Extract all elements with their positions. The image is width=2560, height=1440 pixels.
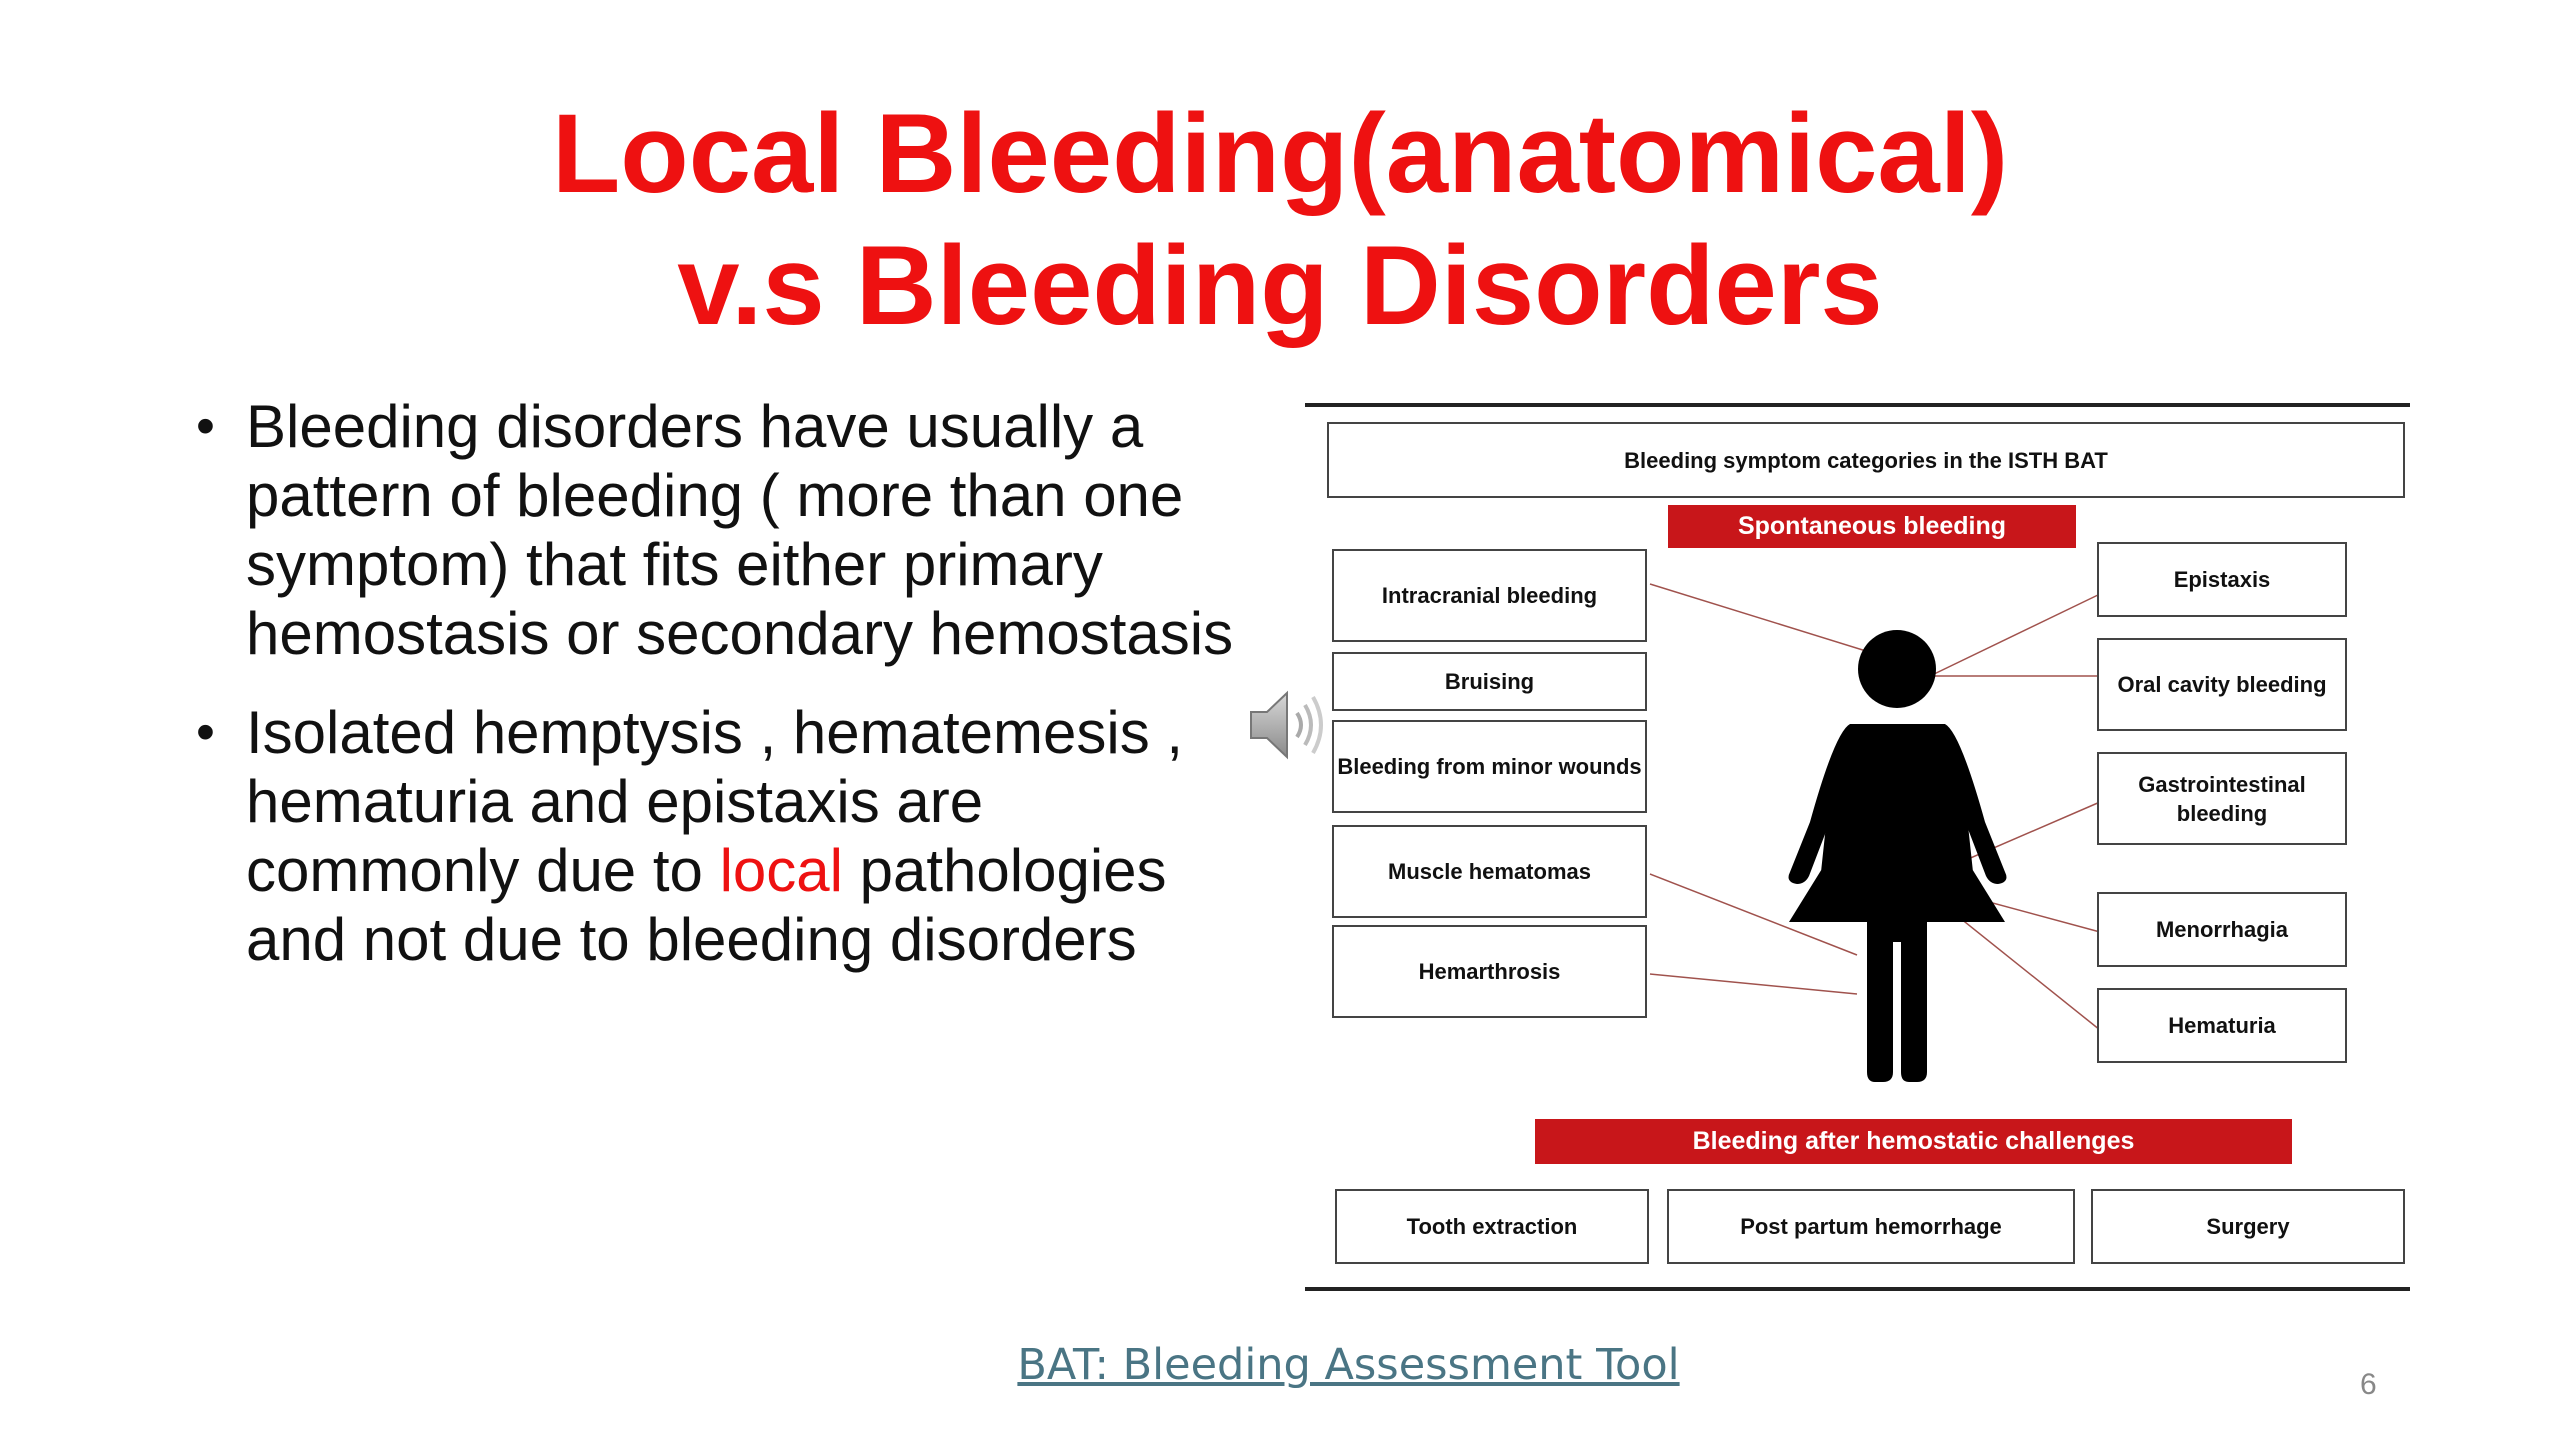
title-line-1: Local Bleeding(anatomical) <box>551 91 2009 216</box>
right-item-box: Menorrhagia <box>2097 892 2347 967</box>
right-item-box: Gastrointestinal bleeding <box>2097 752 2347 845</box>
left-item-box: Muscle hematomas <box>1332 825 1647 918</box>
bullet-marker: • <box>196 702 215 762</box>
bullet-list <box>190 392 1270 1004</box>
bullet-item <box>190 392 1270 668</box>
bottom-item-box: Surgery <box>2091 1189 2405 1264</box>
bat-footnote-link[interactable]: BAT: Bleeding Assessment Tool <box>1017 1340 1680 1390</box>
right-item-box: Epistaxis <box>2097 542 2347 617</box>
left-item-box: Intracranial bleeding <box>1332 549 1647 642</box>
bullet-marker: • <box>196 396 215 456</box>
right-item-box: Oral cavity bleeding <box>2097 638 2347 731</box>
left-item-box: Bruising <box>1332 652 1647 711</box>
bullet-text-part: Isolated hemptysis , hematemesis , hematuria and epistaxis are commonly due to <box>246 699 1184 904</box>
figure-header-box: Bleeding symptom categories in the ISTH BAT <box>1327 422 2405 498</box>
bullet-text: Bleeding disorders have usually a pattern of bleeding ( more than one symptom) that fits either primary hemostasis or secondary hemostasis <box>246 393 1234 667</box>
bottom-item-box: Tooth extraction <box>1335 1189 1649 1264</box>
bullet-item <box>190 698 1270 974</box>
highlight-local: local <box>719 837 843 904</box>
spontaneous-bleeding-band: Spontaneous bleeding <box>1668 505 2076 548</box>
bullet-text-part: pathologies and not due to bleeding disorders <box>246 837 1167 973</box>
left-item-box: Bleeding from minor wounds <box>1332 720 1647 813</box>
title-line-2: v.s Bleeding Disorders <box>677 223 1883 348</box>
page-number: 6 <box>2360 1368 2377 1401</box>
right-item-box: Hematuria <box>2097 988 2347 1063</box>
hemostatic-challenges-band: Bleeding after hemostatic challenges <box>1535 1119 2292 1164</box>
left-item-box: Hemarthrosis <box>1332 925 1647 1018</box>
bottom-item-box: Post partum hemorrhage <box>1667 1189 2075 1264</box>
isth-bat-figure <box>1305 402 2410 1292</box>
slide-title <box>0 88 2560 352</box>
